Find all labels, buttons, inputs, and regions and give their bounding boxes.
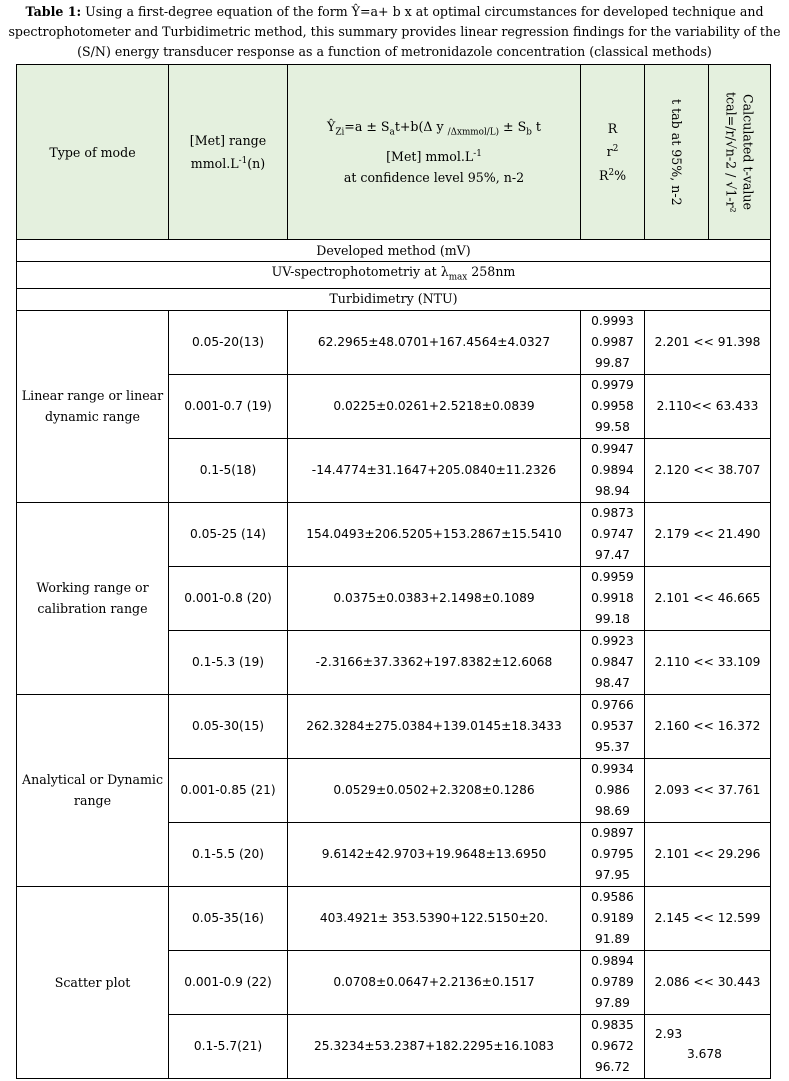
table-caption (8, 2, 781, 62)
table-cell: 0.001-0.9 (22) (169, 950, 288, 1014)
table-cell (581, 310, 645, 374)
header-type-of-mode (17, 65, 169, 240)
cell-text: Calculated t-value (740, 94, 756, 210)
group-label: Analytical or Dynamic range (17, 694, 169, 886)
table-cell: 0.0375±0.0383+2.1498±0.1089 (288, 566, 581, 630)
cell-text (723, 92, 757, 213)
table-cell: -2.3166±37.3362+197.8382±12.6068 (288, 630, 581, 694)
cell-text: 2 (608, 167, 615, 178)
table-cell: 0.05-20(13) (169, 310, 288, 374)
cell-text: Type of mode (49, 144, 136, 160)
cell-text: mmol.L (190, 156, 239, 172)
table-cell (581, 822, 645, 886)
table-cell: 62.2965±48.0701+167.4564±4.0327 (288, 310, 581, 374)
section-row-developed (17, 240, 771, 262)
table-cell: 0.05-25 (14) (169, 502, 288, 566)
cell-text (709, 65, 770, 239)
cell-text: [Met] range (189, 132, 267, 148)
cell-text: Ŷ (327, 119, 336, 135)
table-cell (581, 502, 645, 566)
table-cell (581, 1014, 645, 1078)
section-row-turbidimetry (17, 288, 771, 310)
table-cell: 2.120 << 38.707 (645, 438, 771, 502)
header-t-tab (645, 65, 709, 240)
table-cell: -14.4774±31.1647+205.0840±11.2326 (288, 438, 581, 502)
table-cell: 0.0225±0.0261+2.5218±0.0839 (288, 374, 581, 438)
cell-text: (n) (247, 156, 266, 172)
table-cell: 0.1-5.5 (20) (169, 822, 288, 886)
cell-text (645, 1015, 770, 1077)
table-cell (581, 758, 645, 822)
group-label: Linear range or linear dynamic range (17, 310, 169, 502)
cell-text: 0.9795 (591, 846, 634, 861)
table-cell: 2.179 << 21.490 (645, 502, 771, 566)
table-cell: 2.086 << 30.443 (645, 950, 771, 1014)
header-row (17, 65, 771, 240)
table-cell: 25.3234±53.2387+182.2295±16.1083 (288, 1014, 581, 1078)
cell-text: R (607, 121, 618, 137)
cell-text: 0.9959 (591, 569, 634, 584)
table-cell: 2.160 << 16.372 (645, 694, 771, 758)
group-label: Scatter plot (17, 886, 169, 1078)
cell-text: 0.9918 (591, 590, 634, 605)
table-cell: 0.05-30(15) (169, 694, 288, 758)
cell-text: 0.9923 (591, 633, 634, 648)
cell-text: 0.9894 (591, 462, 634, 477)
table-cell (581, 886, 645, 950)
header-equation (288, 65, 581, 240)
table-cell: 262.3284±275.0384+139.0145±18.3433 (288, 694, 581, 758)
cell-text: 2.93 (655, 1027, 683, 1042)
table-cell: 0.001-0.85 (21) (169, 758, 288, 822)
cell-text: 95.37 (595, 739, 630, 754)
cell-text: 0.9947 (591, 441, 634, 456)
cell-text: 0.9747 (591, 526, 634, 541)
cell-text: 98.47 (595, 675, 630, 690)
table-cell: 2.110 << 33.109 (645, 630, 771, 694)
cell-text: 0.9934 (591, 761, 634, 776)
group-label: Working range or calibration range (17, 502, 169, 694)
cell-text: [Met] mmol.L (386, 148, 474, 164)
table-row (17, 694, 771, 758)
table-cell: 0.1-5.7(21) (169, 1014, 288, 1078)
table-cell (581, 950, 645, 1014)
cell-text: 0.986 (595, 782, 630, 797)
table-cell: 2.101 << 29.296 (645, 822, 771, 886)
regression-table (16, 64, 771, 1079)
table-cell: 0.1-5(18) (169, 438, 288, 502)
cell-text: mmol/L) (461, 127, 500, 138)
table-cell: 0.05-35(16) (169, 886, 288, 950)
cell-text: 99.18 (595, 611, 630, 626)
cell-text: 98.94 (595, 483, 630, 498)
cell-text: t tab at 95%, n-2 (669, 98, 684, 206)
cell-text: b (526, 127, 532, 138)
cell-text: ± S (499, 119, 527, 135)
table-cell: 2.145 << 12.599 (645, 886, 771, 950)
cell-text: UV-spectrophotometriy at λ (271, 264, 449, 279)
table-cell: 0.1-5.3 (19) (169, 630, 288, 694)
table-cell (581, 630, 645, 694)
cell-text: 258nm (467, 264, 516, 279)
header-t-calculated (709, 65, 771, 240)
cell-text: r (606, 144, 613, 160)
table-cell: 2.110<< 63.433 (645, 374, 771, 438)
table-cell: 0.0529±0.0502+2.3208±0.1286 (288, 758, 581, 822)
table-cell: 0.001-0.7 (19) (169, 374, 288, 438)
table-cell: 2.201 << 91.398 (645, 310, 771, 374)
table-cell: 2.093 << 37.761 (645, 758, 771, 822)
caption-text: Using a first-degree equation of the form Ŷ=a+ b x at optimal circumstances for developed technique and spectrophotometer and Turbidimetric method, this summary provides linear regression findings for the variability of the (S/N) energy transducer response as a function of metronidazole concentration (classical methods) (8, 4, 781, 59)
table-cell: 0.0708±0.0647+2.2136±0.1517 (288, 950, 581, 1014)
table-cell: 403.4921± 353.5390+122.5150±20. (288, 886, 581, 950)
table-cell (17, 262, 771, 289)
table-cell (581, 694, 645, 758)
table-row (17, 310, 771, 374)
caption-lead: Table 1: (25, 4, 82, 19)
table-cell: 9.6142±42.9703+19.9648±13.6950 (288, 822, 581, 886)
cell-text: 97.47 (595, 547, 630, 562)
table-cell: Developed method (mV) (17, 240, 771, 262)
cell-text: -1 (473, 148, 482, 159)
cell-text: 0.9789 (591, 974, 634, 989)
cell-text: 99.58 (595, 419, 630, 434)
cell-text: =a ± S (344, 119, 390, 135)
cell-text: 0.9766 (591, 697, 634, 712)
cell-text: 0.9537 (591, 718, 634, 733)
table-cell: Turbidimetry (NTU) (17, 288, 771, 310)
table-row (17, 886, 771, 950)
cell-text: Zi (335, 127, 345, 138)
cell-text: 0.9979 (591, 377, 634, 392)
cell-text: 2 (612, 144, 619, 155)
cell-text (645, 65, 708, 239)
table-cell (581, 566, 645, 630)
cell-text: 0.9586 (591, 889, 634, 904)
cell-text: 0.9987 (591, 334, 634, 349)
table-cell: 0.001-0.8 (20) (169, 566, 288, 630)
cell-text: 0.9897 (591, 825, 634, 840)
t-value-split-cell (645, 1014, 771, 1078)
cell-text: 0.9835 (591, 1017, 634, 1032)
cell-text: 0.9958 (591, 398, 634, 413)
section-row-uv (17, 262, 771, 289)
header-r-values (581, 65, 645, 240)
cell-text: a (389, 127, 395, 138)
header-range (169, 65, 288, 240)
cell-text: 0.9672 (591, 1038, 634, 1053)
table-cell: 2.101 << 46.665 (645, 566, 771, 630)
cell-text: -1 (238, 155, 248, 166)
cell-text: 91.89 (595, 931, 630, 946)
table-row (17, 502, 771, 566)
cell-text: 0.9894 (591, 953, 634, 968)
cell-text: t+b(Δ y (394, 119, 448, 135)
cell-text: % (614, 167, 627, 183)
cell-text: R (598, 167, 609, 183)
cell-text: 0.9993 (591, 313, 634, 328)
cell-text: max (448, 272, 468, 283)
cell-text: 97.95 (595, 867, 630, 882)
cell-text: 3.678 (687, 1047, 722, 1062)
cell-text: t (531, 119, 541, 135)
cell-text: tcal=/r/√n-2 / √1-r² (723, 91, 739, 213)
cell-text: 0.9847 (591, 654, 634, 669)
cell-text: 97.89 (595, 995, 630, 1010)
table-cell (581, 374, 645, 438)
table-cell (581, 438, 645, 502)
cell-text: 96.72 (595, 1059, 630, 1074)
cell-text: at confidence level 95%, n-2 (343, 169, 525, 185)
cell-text: /Δx (447, 127, 462, 138)
cell-text: 98.69 (595, 803, 630, 818)
cell-text: 0.9873 (591, 505, 634, 520)
cell-text: 99.87 (595, 355, 630, 370)
table-cell: 154.0493±206.5205+153.2867±15.5410 (288, 502, 581, 566)
cell-text: 0.9189 (591, 910, 634, 925)
